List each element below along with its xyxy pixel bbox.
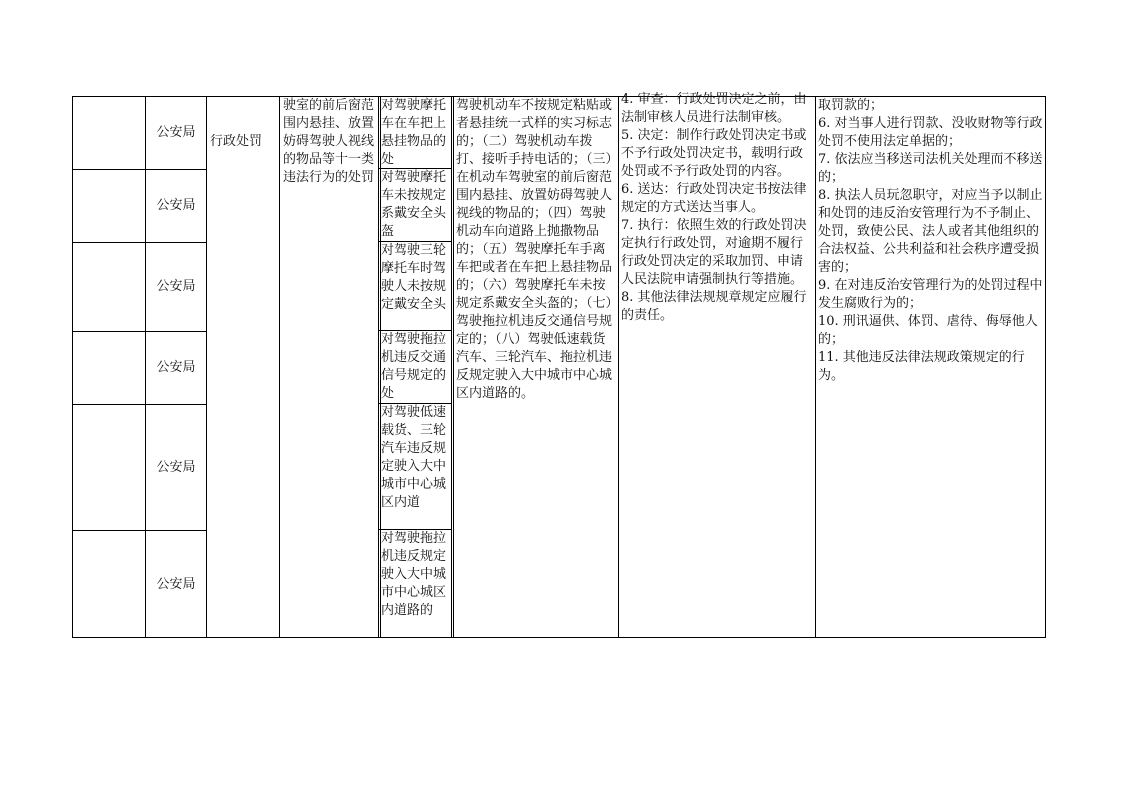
table <box>72 92 1046 638</box>
department-cell: 公安局 <box>156 279 196 294</box>
basis-cell: 驾驶机动车不按规定粘贴或者悬挂统一式样的实习标志的；（二）驾驶机动车拨打、接听手持电话的；（三）在机动车驾驶室的前后窗范围内悬挂、放置妨碍驾驶人视线的物品的；（四）驾驶机动车向道路上抛撒物品的；（五）驾驶摩托车手离车把或者在车把上悬挂物品的；（六）驾驶摩托车未按规定系戴安全头盔的；（七）驾驶拖拉机违反交通信号规定的；（八）驾驶低速载货汽车、三轮汽车、拖拉机违反规定驶入大中城市中心城区内道路的。 <box>456 98 613 401</box>
sub-item-cell: 对驾驶三轮摩托车时驾驶人未按规定戴安全头 <box>378 242 452 331</box>
category-cell: 行政处罚 <box>210 134 263 149</box>
sub-item-cell: 对驾驶摩托车在车把上悬挂物品的处 <box>378 97 452 169</box>
department-cell: 公安局 <box>156 125 196 140</box>
department-cell: 公安局 <box>156 198 196 213</box>
sub-item-cell: 对驾驶摩托车未按规定系戴安全头盔 <box>378 169 452 242</box>
item-name-cell: 驶室的前后窗范围内悬挂、放置妨碍驾驶人视线的物品等十一类违法行为的处罚 <box>283 98 375 185</box>
sub-item-cell: 对驾驶低速载货、三轮汽车违反规定驶入大中城市中心城区内道 <box>378 404 452 530</box>
sub-item-cell: 对驾驶拖拉机违反交通信号规定的处 <box>378 331 452 404</box>
col-divider <box>618 97 619 637</box>
col-divider <box>206 97 207 637</box>
col-divider <box>453 97 454 637</box>
sub-item-cell: 对驾驶拖拉机违反规定驶入大中城市中心城区内道路的 <box>378 530 452 638</box>
department-cell: 公安局 <box>156 459 196 475</box>
department-cell: 公安局 <box>156 360 196 375</box>
process-cell: 4. 审查：行政处罚决定之前，由法制审核人员进行法制审核。 5. 决定：制作行政处罚决定书或不予行政处罚决定书，载明行政处罚或不予行政处罚的内容。 6. 送达：行政处罚决定书按法律规定的方式送达当事人。 7. 执行：依照生效的行政处罚决定执行行政处罚，对逾期不履行行政处罚决定的采取加罚、申请人民法院申请强制执行等措施。 8. 其他法律法规规章规定应履行的责任。 <box>621 92 807 323</box>
col-divider <box>815 97 816 637</box>
liability-cell: 取罚款的； 6. 对当事人进行罚款、没收财物等行政处罚不使用法定单据的； 7. 依法应当移送司法机关处理而不移送的； 8. 执法人员玩忽职守，对应当予以制止和处罚的违反治安管理行为不予制止、处罚，致使公民、法人或者其他组织的合法权益、公共利益和社会秩序遭受损害的； 9. 在对违反治安管理行为的处罚过程中发生腐败行为的； 10. 刑讯逼供、体罚、虐待、侮辱他人的； 11. 其他违反法律法规政策规定的行为。 <box>818 98 1043 383</box>
department-cell: 公安局 <box>156 576 196 592</box>
col-divider <box>279 97 280 637</box>
